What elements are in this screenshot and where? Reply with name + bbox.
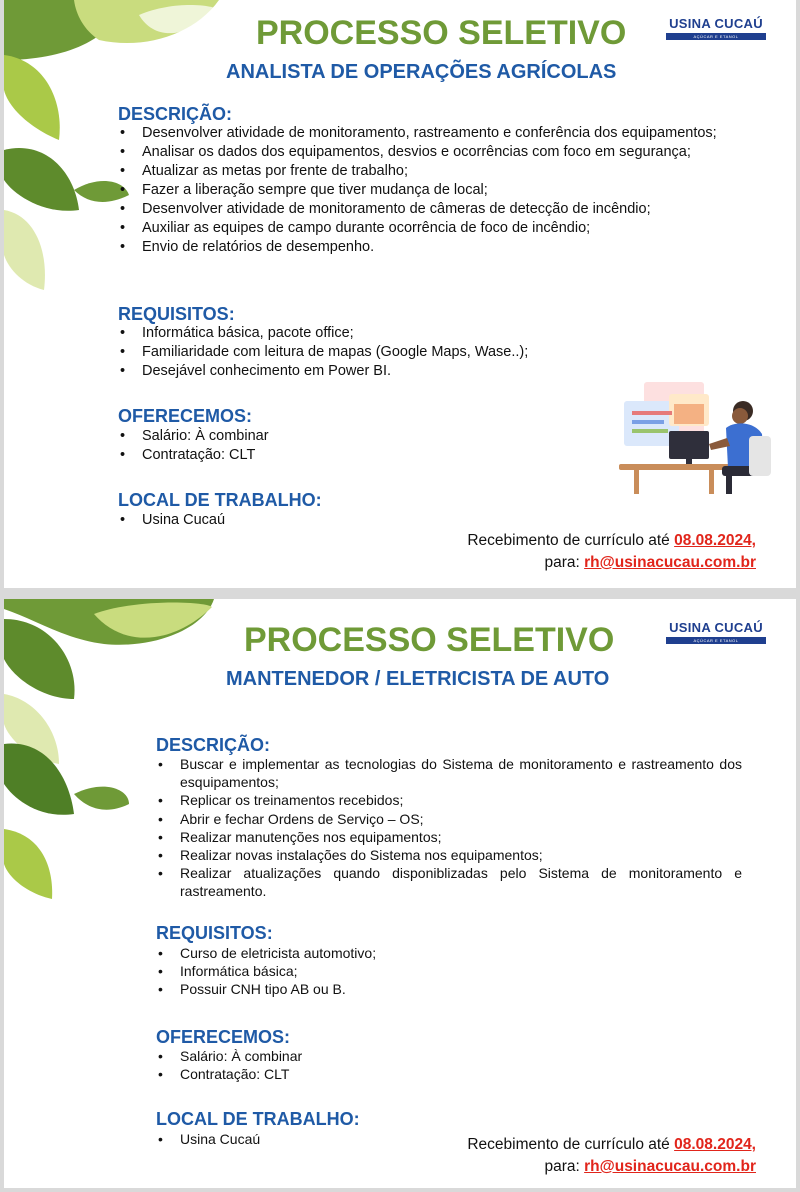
company-logo xyxy=(666,17,766,40)
list-item: • Salário: À combinar xyxy=(118,427,518,446)
job-posting-card-1 xyxy=(4,0,796,588)
list-item: • Usina Cucaú xyxy=(156,1130,376,1148)
company-logo xyxy=(666,621,766,644)
list-item: • Familiaridade com leitura de mapas (Google Maps, Wase..); xyxy=(118,343,678,362)
deadline-to: para: xyxy=(544,554,580,571)
description-heading: DESCRIÇÃO: xyxy=(118,104,233,124)
list-item: • Realizar atualizações quando disponiblizadas pelo Sistema de monitoramento e rastreamento. xyxy=(156,864,742,900)
list-item: • Abrir e fechar Ordens de Serviço – OS; xyxy=(156,810,742,828)
list-item: • Analisar os dados dos equipamentos, desvios e ocorrências com foco em segurança; xyxy=(118,143,770,162)
email-link[interactable]: rh@usinacucau.com.br xyxy=(584,554,756,571)
email-link[interactable]: rh@usinacucau.com.br xyxy=(584,1158,756,1175)
company-logo-tagline: AÇÚCAR E ETANOL xyxy=(666,33,766,40)
list-item: • Desejável conhecimento em Power BI. xyxy=(118,362,678,381)
job-role-title: MANTENEDOR / ELETRICISTA DE AUTO xyxy=(226,668,610,690)
location-heading: LOCAL DE TRABALHO: xyxy=(156,1109,360,1129)
list-item: • Envio de relatórios de desempenho. xyxy=(118,238,770,257)
deadline-text: Recebimento de currículo até xyxy=(467,532,670,549)
list-item: • Fazer a liberação sempre que tiver mudança de local; xyxy=(118,181,770,200)
location-list xyxy=(118,511,418,530)
deadline-date: 08.08.2024, xyxy=(674,532,756,549)
deadline-text: Recebimento de currículo até xyxy=(467,1136,670,1153)
list-item: • Contratação: CLT xyxy=(156,1065,556,1083)
list-item: • Usina Cucaú xyxy=(118,511,418,530)
offer-heading: OFERECEMOS: xyxy=(118,406,253,426)
list-item: • Contratação: CLT xyxy=(118,446,518,465)
offer-heading: OFERECEMOS: xyxy=(156,1027,291,1047)
description-heading: DESCRIÇÃO: xyxy=(156,735,271,755)
list-item: • Curso de eletricista automotivo; xyxy=(156,944,656,962)
company-logo-name: USINA CUCAÚ xyxy=(669,620,763,635)
list-item: • Buscar e implementar as tecnologias do Sistema de monitoramento e rastreamento dos esquipamentos; xyxy=(156,755,742,791)
list-item: • Desenvolver atividade de monitoramento, rastreamento e conferência dos equipamentos; xyxy=(118,124,770,143)
job-posting-card-2 xyxy=(4,599,796,1188)
application-deadline xyxy=(336,1134,756,1178)
page-title: PROCESSO SELETIVO xyxy=(244,621,615,659)
requirements-list xyxy=(156,944,656,999)
list-item: • Informática básica; xyxy=(156,962,656,980)
person-at-computer-illustration xyxy=(614,376,774,496)
requirements-heading: REQUISITOS: xyxy=(156,923,273,943)
list-item: • Informática básica, pacote office; xyxy=(118,324,678,343)
list-item: • Possuir CNH tipo AB ou B. xyxy=(156,980,656,998)
application-deadline xyxy=(336,530,756,574)
list-item: • Auxiliar as equipes de campo durante ocorrência de foco de incêndio; xyxy=(118,219,770,238)
list-item: • Salário: À combinar xyxy=(156,1047,556,1065)
description-list xyxy=(156,755,742,901)
description-list xyxy=(118,124,770,257)
list-item: • Replicar os treinamentos recebidos; xyxy=(156,791,742,809)
company-logo-tagline: AÇÚCAR E ETANOL xyxy=(666,637,766,644)
job-role-title: ANALISTA DE OPERAÇÕES AGRÍCOLAS xyxy=(226,61,617,83)
deadline-to: para: xyxy=(544,1158,580,1175)
deadline-date: 08.08.2024, xyxy=(674,1136,756,1153)
page-title: PROCESSO SELETIVO xyxy=(256,14,627,52)
list-item: • Realizar novas instalações do Sistema nos equipamentos; xyxy=(156,846,742,864)
location-heading: LOCAL DE TRABALHO: xyxy=(118,490,322,510)
list-item: • Desenvolver atividade de monitoramento de câmeras de detecção de incêndio; xyxy=(118,200,770,219)
list-item: • Atualizar as metas por frente de trabalho; xyxy=(118,162,770,181)
list-item: • Realizar manutenções nos equipamentos; xyxy=(156,828,742,846)
offer-list xyxy=(156,1047,556,1083)
requirements-list xyxy=(118,324,678,381)
company-logo-name: USINA CUCAÚ xyxy=(669,16,763,31)
requirements-heading: REQUISITOS: xyxy=(118,304,235,324)
offer-list xyxy=(118,427,518,465)
